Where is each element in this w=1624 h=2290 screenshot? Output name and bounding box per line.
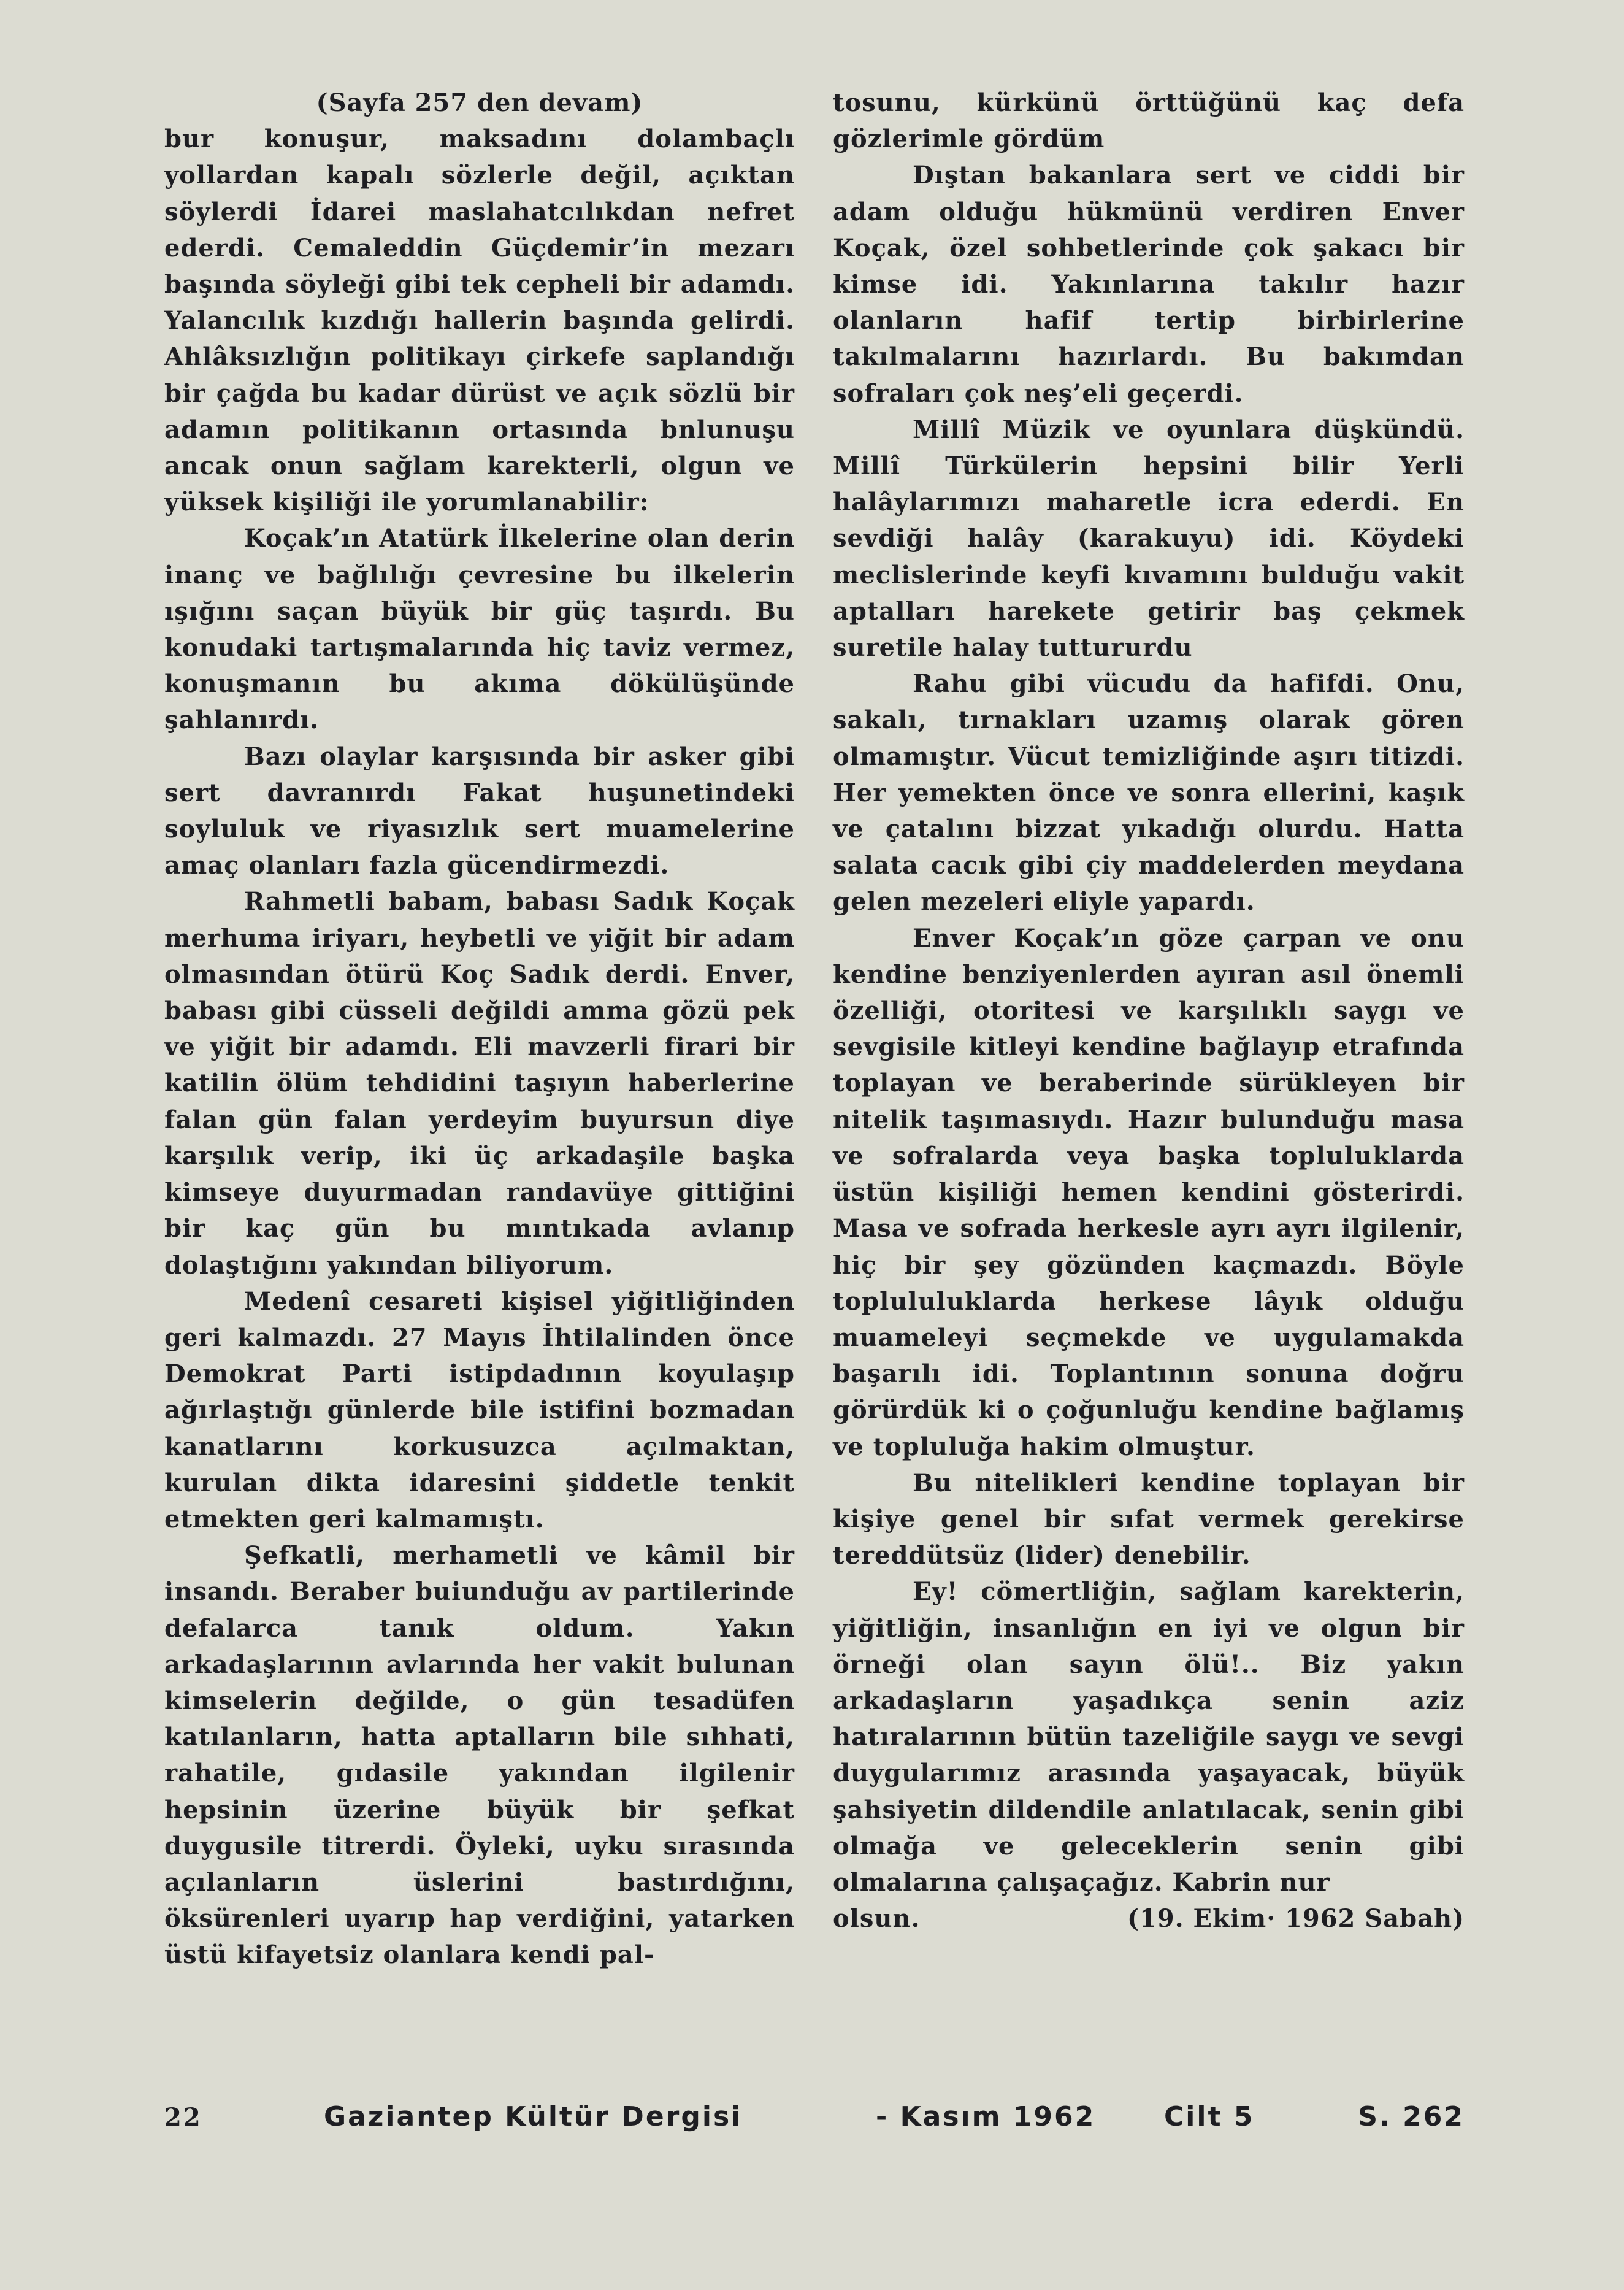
closing-date: (19. Ekim· 1962 Sabah) — [1127, 1904, 1465, 1934]
page-reference: S. 262 — [1358, 2101, 1465, 2132]
page-footer — [164, 2101, 1465, 2132]
paragraph: Rahu gibi vücudu da hafifdi. Onu, sakalı, tırnakları uzamış olarak gören olmamıştır. Vücut temizliğinde aşırı titizdi. Her yemekten önce ve sonra ellerini, kaşık ve çatalını bizzat yıkadığı olurdu. Hatta salata cacık gibi çiy maddelerden meydana gelen mezeleri eliyle yapardı. — [833, 669, 1465, 916]
paragraph: Şefkatli, merhametli ve kâmil bir insandı. Beraber buiunduğu av partilerinde defalarca tanık oldum. Yakın arkadaşlarının avlarında her vakit bulunan kimselerin değilde, o gün tesadüfen katılanların, hatta aptalların bile sıhhati, rahatile, gıdasile yakından ilgilenir hepsinin üzerine büyük bir şefkat duygusile titrerdi. Öyleki, uyku sırasında açılanların üslerini bastırdığını, öksürenleri uyarıp hap verdiğini, yatarken üstü kifayetsiz olanlara kendi pal- — [164, 1541, 795, 1970]
paragraph: Bu nitelikleri kendine toplayan bir kişiye genel bir sıfat vermek gerekirse tereddütsüz (lider) denebilir. — [833, 1468, 1465, 1570]
volume-label: Cilt 5 — [1164, 2101, 1255, 2132]
page-number: 22 — [164, 2103, 202, 2132]
paragraph: Rahmetli babam, babası Sadık Koçak merhuma iriyarı, heybetli ve yiğit bir adam olmasından ötürü Koç Sadık derdi. Enver, babası gibi cüsseli değildi amma gözü pek ve yiğit bir adamdı. Eli mavzerli firari bir katilin ölüm tehdidini taşıyın haberlerine falan gün falan yerdeyim buyursun diye karşılık verip, iki üç arkadaşile başka kimseye duyurmadan randavüye gittiğini bir kaç gün bu mıntıkada avlanıp dolaştığını yakından biliyorum. — [164, 887, 795, 1280]
right-column — [833, 85, 1465, 1937]
journal-title: Gaziantep Kültür Dergisi — [324, 2101, 743, 2132]
paragraph: Bazı olaylar karşısında bir asker gibi sert davranırdı Fakat huşunetindeki soyluluk ve riyasızlık sert muamelerine amaç olanları fazla gücendirmezdi. — [164, 742, 795, 880]
paragraph: bur konuşur, maksadını dolambaçlı yollardan kapalı sözlerle değil, açıktan söylerdi İdarei maslahatcılıkdan nefret ederdi. Cemaleddin Güçdemir’in mezarı başında söyleği gibi tek cepheli bir adamdı. Yalancılık kızdığı hallerin başında gelirdi. Ahlâksızlığın politikayı çirkefe saplandığı bir çağda bu kadar dürüst ve açık sözlü bir adamın politikanın ortasında bnlunuşu ancak onun sağlam karekterli, olgun ve yüksek kişiliği ile yorumlanabilir: — [164, 125, 795, 517]
left-column — [164, 85, 795, 1973]
continuation-note: (Sayfa 257 den devam) — [316, 88, 643, 117]
paragraph: Enver Koçak’ın göze çarpan ve onu kendine benziyenlerden ayıran asıl önemli özelliği, otoritesi ve karşılıklı saygı ve sevgisile kitleyi kendine bağlayıp etrafında toplayan ve beraberinde sürükleyen bir nitelik taşımasıydı. Hazır bulunduğu masa ve sofralarda veya başka topluluklarda üstün kişiliği hemen kendini gösterirdi. Masa ve sofrada herkesle ayrı ayrı ilgilenir, hiç bir şey gözünden kaçmazdı. Böyle toplululuklarda herkese lâyık olduğu muameleyi seçmekde ve uygulamakda başarılı idi. Toplantının sonuna doğru görürdük ki o çoğunluğu kendine bağlamış ve topluluğa hakim olmuştur. — [833, 923, 1465, 1461]
paragraph: tosunu, kürkünü örttüğünü kaç defa gözlerimle gördüm — [833, 88, 1465, 154]
paragraph: Ey! cömertliğin, sağlam karekterin, yiğitliğin, insanlığın en iyi ve olgun bir örneği olan sayın ölü!.. Biz yakın arkadaşların yaşadıkça senin aziz hatıralarının bütün tazeliğile saygı ve sevgi duygularımız arasında yaşayacak, büyük şahsiyetin dildendile anlatılacak, senin gibi olmağa ve geleceklerin senin gibi olmalarına çalışaçağız. Kabrin nur — [833, 1577, 1465, 1897]
paragraph: Medenî cesareti kişisel yiğitliğinden geri kalmazdı. 27 Mayıs İhtilalinden önce Demokrat Parti istipdadının koyulaşıp ağırlaştığı günlerde bile istifini bozmadan kanatlarını korkusuzca açılmaktan, kurulan dikta idaresini şiddetle tenkit etmekten geri kalmamıştı. — [164, 1286, 795, 1534]
paragraph: Koçak’ın Atatürk İlkelerine olan derin inanç ve bağlılığı çevresine bu ilkelerin ışığını saçan büyük bir güç taşırdı. Bu konudaki tartışmalarında hiç taviz vermez, konuşmanın bu akıma dökülüşünde şahlanırdı. — [164, 524, 795, 735]
paragraph: Millî Müzik ve oyunlara düşkündü. Millî Türkülerin hepsini bilir Yerli halâylarımızı maharetle icra ederdi. En sevdiği halây (karakuyu) idi. Köydeki meclislerinde keyfi kıvamını bulduğu vakit aptalları harekete getirir baş çekmek suretile halay tuttururdu — [833, 415, 1465, 663]
issue-date: - Kasım 1962 — [876, 2101, 1096, 2132]
closing-word: olsun. — [833, 1904, 921, 1934]
paragraph: Dıştan bakanlara sert ve ciddi bir adam olduğu hükmünü verdiren Enver Koçak, özel sohbetlerinde çok şakacı bir kimse idi. Yakınlarına takılır hazır olanların hafif tertip birbirlerine takılmalarını hazırlardı. Bu bakımdan sofraları çok neş’eli geçerdi. — [833, 161, 1465, 408]
closing-line — [833, 1900, 1465, 1937]
